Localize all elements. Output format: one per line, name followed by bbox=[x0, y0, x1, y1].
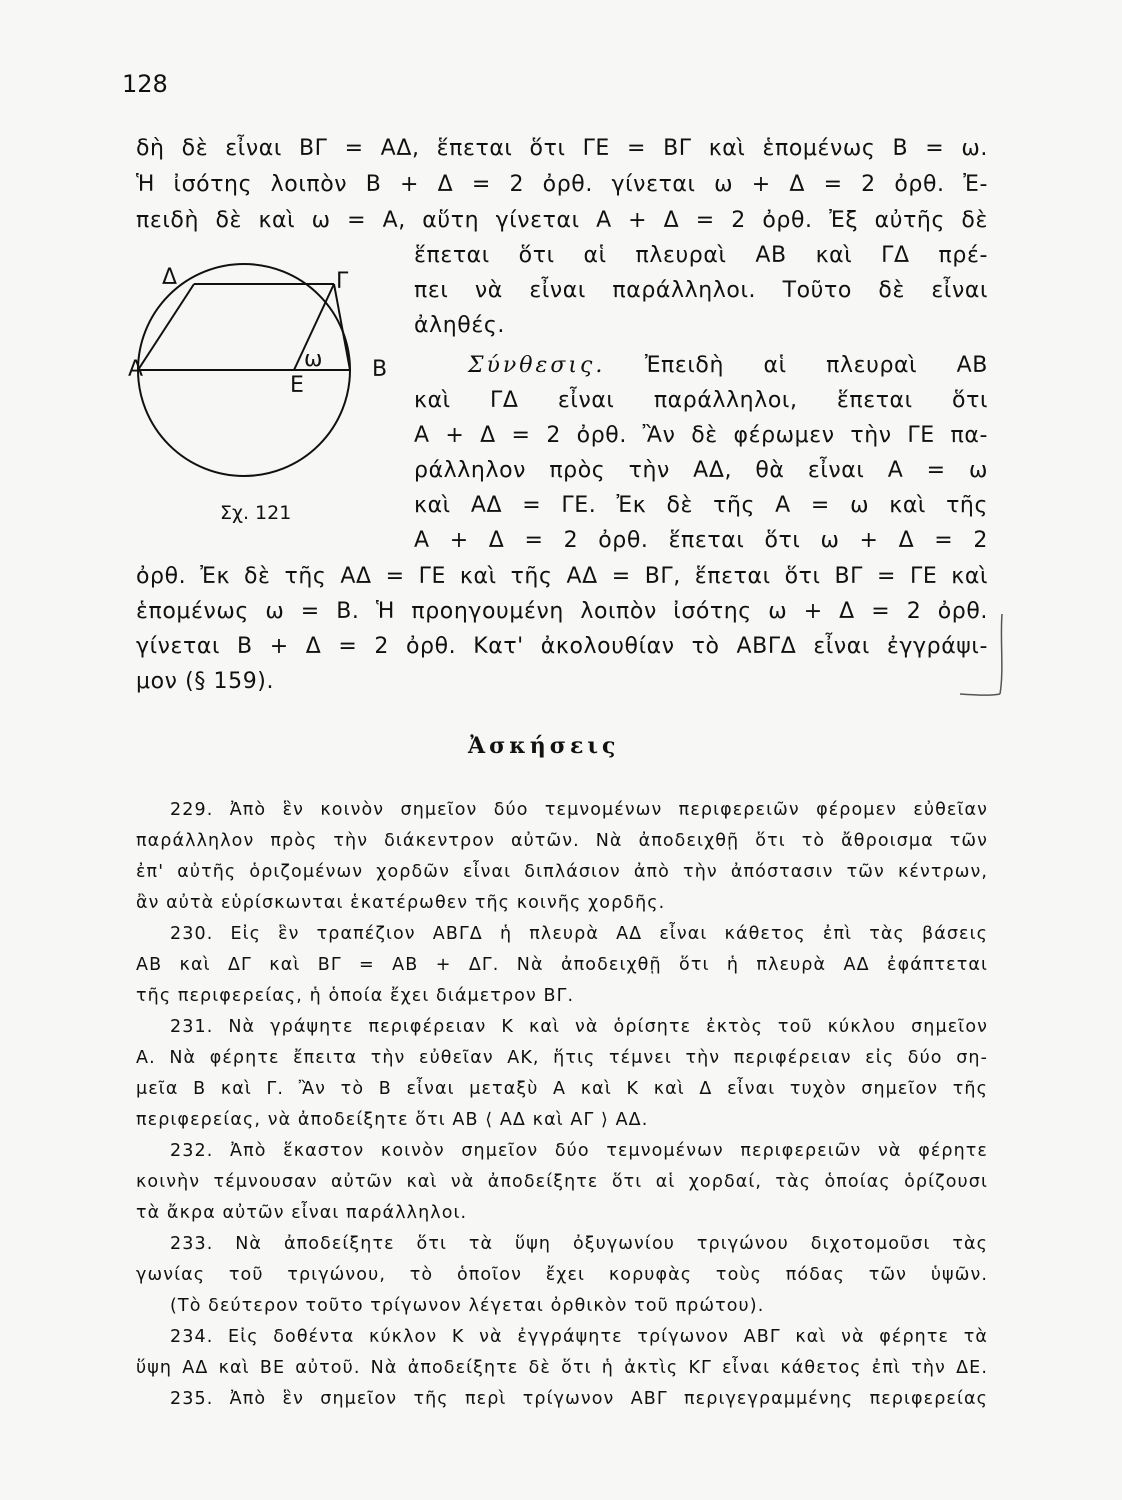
exercise-line: τὰ ἄκρα αὐτῶν εἶναι παράλληλοι. bbox=[136, 1203, 468, 1223]
text-line: πειδὴ δὲ καὶ ω = Α, αὕτη γίνεται Α + Δ = 2 ὀρθ. Ἐξ αὐτῆς δὲ bbox=[136, 208, 988, 233]
exercise-line: 229. Ἀπὸ ἓν κοινὸν σημεῖον δύο τεμνομένων περιφερειῶν φέρομεν εὐθεῖαν bbox=[170, 800, 988, 820]
exercise-line: 230. Εἰς ἓν τραπέζιον ΑΒΓΔ ἡ πλευρὰ ΑΔ εἶναι κάθετος ἐπὶ τὰς βάσεις bbox=[170, 924, 988, 944]
exercise-line: ἐπ' αὐτῆς ὁριζομένων χορδῶν εἶναι διπλάσιον ἀπὸ τὴν ἀπόστασιν τῶν κέντρων, bbox=[136, 862, 988, 882]
synthesis-first-line-text: Ἐπειδὴ αἱ πλευραὶ ΑΒ bbox=[644, 353, 988, 378]
text-line: καὶ ΑΔ = ΓΕ. Ἐκ δὲ τῆς Α = ω καὶ τῆς bbox=[414, 493, 988, 518]
text-line: δὴ δὲ εἶναι ΒΓ = ΑΔ, ἕπεται ὅτι ΓΕ = ΒΓ καὶ ἑπομένως Β = ω. bbox=[136, 136, 988, 161]
label-b: Β bbox=[372, 357, 388, 382]
exercise-line: 233. Νὰ ἀποδείξητε ὅτι τὰ ὕψη ὀξυγωνίου τριγώνου διχοτομοῦσι τὰς bbox=[170, 1234, 988, 1254]
exercise-line: ΑΒ καὶ ΔΓ καὶ ΒΓ = ΑΒ + ΔΓ. Νὰ ἀποδειχθῇ ὅτι ἡ πλευρὰ ΑΔ ἐφάπτεται bbox=[136, 955, 988, 975]
synthesis-heading: Σύνθεσις. bbox=[468, 353, 606, 378]
text-line: ὀρθ. Ἐκ δὲ τῆς ΑΔ = ΓΕ καὶ τῆς ΑΔ = ΒΓ, ἕπεται ὅτι ΒΓ = ΓΕ καὶ bbox=[136, 564, 988, 589]
text-line: Α + Δ = 2 ὀρθ. Ἂν δὲ φέρωμεν τὴν ΓΕ πα- bbox=[414, 423, 988, 448]
exercise-line: (Τὸ δεύτερον τοῦτο τρίγωνον λέγεται ὀρθικὸν τοῦ πρώτου). bbox=[170, 1296, 765, 1316]
section-title: Ἀσκήσεις bbox=[468, 733, 620, 759]
exercise-line: τῆς περιφερείας, ἡ ὁποία ἔχει διάμετρον ΒΓ. bbox=[136, 986, 575, 1006]
label-d: Δ bbox=[162, 265, 178, 290]
exercise-line: 234. Εἰς δοθέντα κύκλον Κ νὰ ἐγγράψητε τρίγωνον ΑΒΓ καὶ νὰ φέρητε τὰ bbox=[170, 1327, 988, 1347]
exercise-line: 232. Ἀπὸ ἕκαστον κοινὸν σημεῖον δύο τεμνομένων περιφερειῶν νὰ φέρητε bbox=[170, 1141, 988, 1161]
label-omega: ω bbox=[304, 347, 323, 372]
exercise-line: Α. Νὰ φέρητε ἔπειτα τὴν εὐθεῖαν ΑΚ, ἥτις τέμνει τὴν περιφέρειαν εἰς δύο ση- bbox=[136, 1048, 988, 1068]
text-line: ράλληλον πρὸς τὴν ΑΔ, θὰ εἶναι Α = ω bbox=[414, 458, 988, 483]
exercise-line: ἂν αὐτὰ εὑρίσκωνται ἑκατέρωθεν τῆς κοινῆς χορδῆς. bbox=[136, 893, 666, 913]
exercise-line: περιφερείας, νὰ ἀποδείξητε ὅτι ΑΒ ⟨ ΑΔ καὶ ΑΓ ⟩ ΑΔ. bbox=[136, 1110, 649, 1130]
label-e: Ε bbox=[290, 373, 304, 398]
text-line: μον (§ 159). bbox=[136, 669, 275, 694]
exercise-line: γωνίας τοῦ τριγώνου, τὸ ὁποῖον ἔχει κορυφὰς τοὺς πόδας τῶν ὑψῶν. bbox=[136, 1265, 988, 1285]
text-line: πει νὰ εἶναι παράλληλοι. Τοῦτο δὲ εἶναι bbox=[414, 278, 988, 303]
exercise-line: κοινὴν τέμνουσαν αὐτῶν καὶ νὰ ἀποδείξητε ὅτι αἱ χορδαί, τὰς ὁποίας ὁρίζουσι bbox=[136, 1172, 988, 1192]
text-line: καὶ ΓΔ εἶναι παράλληλοι, ἕπεται ὅτι bbox=[414, 388, 988, 413]
label-a: Α bbox=[128, 357, 144, 382]
side-bg bbox=[334, 284, 350, 370]
exercise-line: μεῖα Β καὶ Γ. Ἂν τὸ Β εἶναι μεταξὺ Α καὶ Κ καὶ Δ εἶναι τυχὸν σημεῖον τῆς bbox=[136, 1079, 988, 1099]
text-line: Α + Δ = 2 ὀρθ. ἕπεται ὅτι ω + Δ = 2 bbox=[414, 528, 988, 553]
exercise-line: 231. Νὰ γράψητε περιφέρειαν Κ καὶ νὰ ὁρίσητε ἐκτὸς τοῦ κύκλου σημεῖον bbox=[170, 1017, 988, 1037]
text-line: ἀληθές. bbox=[414, 313, 505, 338]
margin-pencil-mark bbox=[940, 610, 1010, 710]
exercise-line: παράλληλον πρὸς τὴν διάκεντρον αὐτῶν. Νὰ ἀποδειχθῇ ὅτι τὸ ἄθροισμα τῶν bbox=[136, 831, 988, 851]
figure-caption: Σχ. 121 bbox=[220, 502, 292, 524]
page-number: 128 bbox=[122, 70, 168, 98]
synthesis-first-line bbox=[468, 355, 988, 377]
text-line: ἑπομένως ω = Β. Ἡ προηγουμένη λοιπὸν ἰσότης ω + Δ = 2 ὀρθ. bbox=[136, 599, 988, 624]
exercise-line: 235. Ἀπὸ ἓν σημεῖον τῆς περὶ τρίγωνον ΑΒΓ περιγεγραμμένης περιφερείας bbox=[170, 1389, 988, 1409]
label-g: Γ bbox=[336, 269, 349, 294]
exercise-line: ὕψη ΑΔ καὶ ΒΕ αὐτοῦ. Νὰ ἀποδείξητε δὲ ὅτι ἡ ἀκτὶς ΚΓ εἶναι κάθετος ἐπὶ τὴν ΔΕ. bbox=[136, 1358, 988, 1378]
text-line: Ἡ ἰσότης λοιπὸν Β + Δ = 2 ὀρθ. γίνεται ω + Δ = 2 ὀρθ. Ἐ- bbox=[136, 172, 988, 197]
text-line: ἕπεται ὅτι αἱ πλευραὶ ΑΒ καὶ ΓΔ πρέ- bbox=[414, 243, 988, 268]
text-line: γίνεται Β + Δ = 2 ὀρθ. Κατ' ἀκολουθίαν τὸ ΑΒΓΔ εἶναι ἐγγράψι- bbox=[136, 634, 988, 659]
